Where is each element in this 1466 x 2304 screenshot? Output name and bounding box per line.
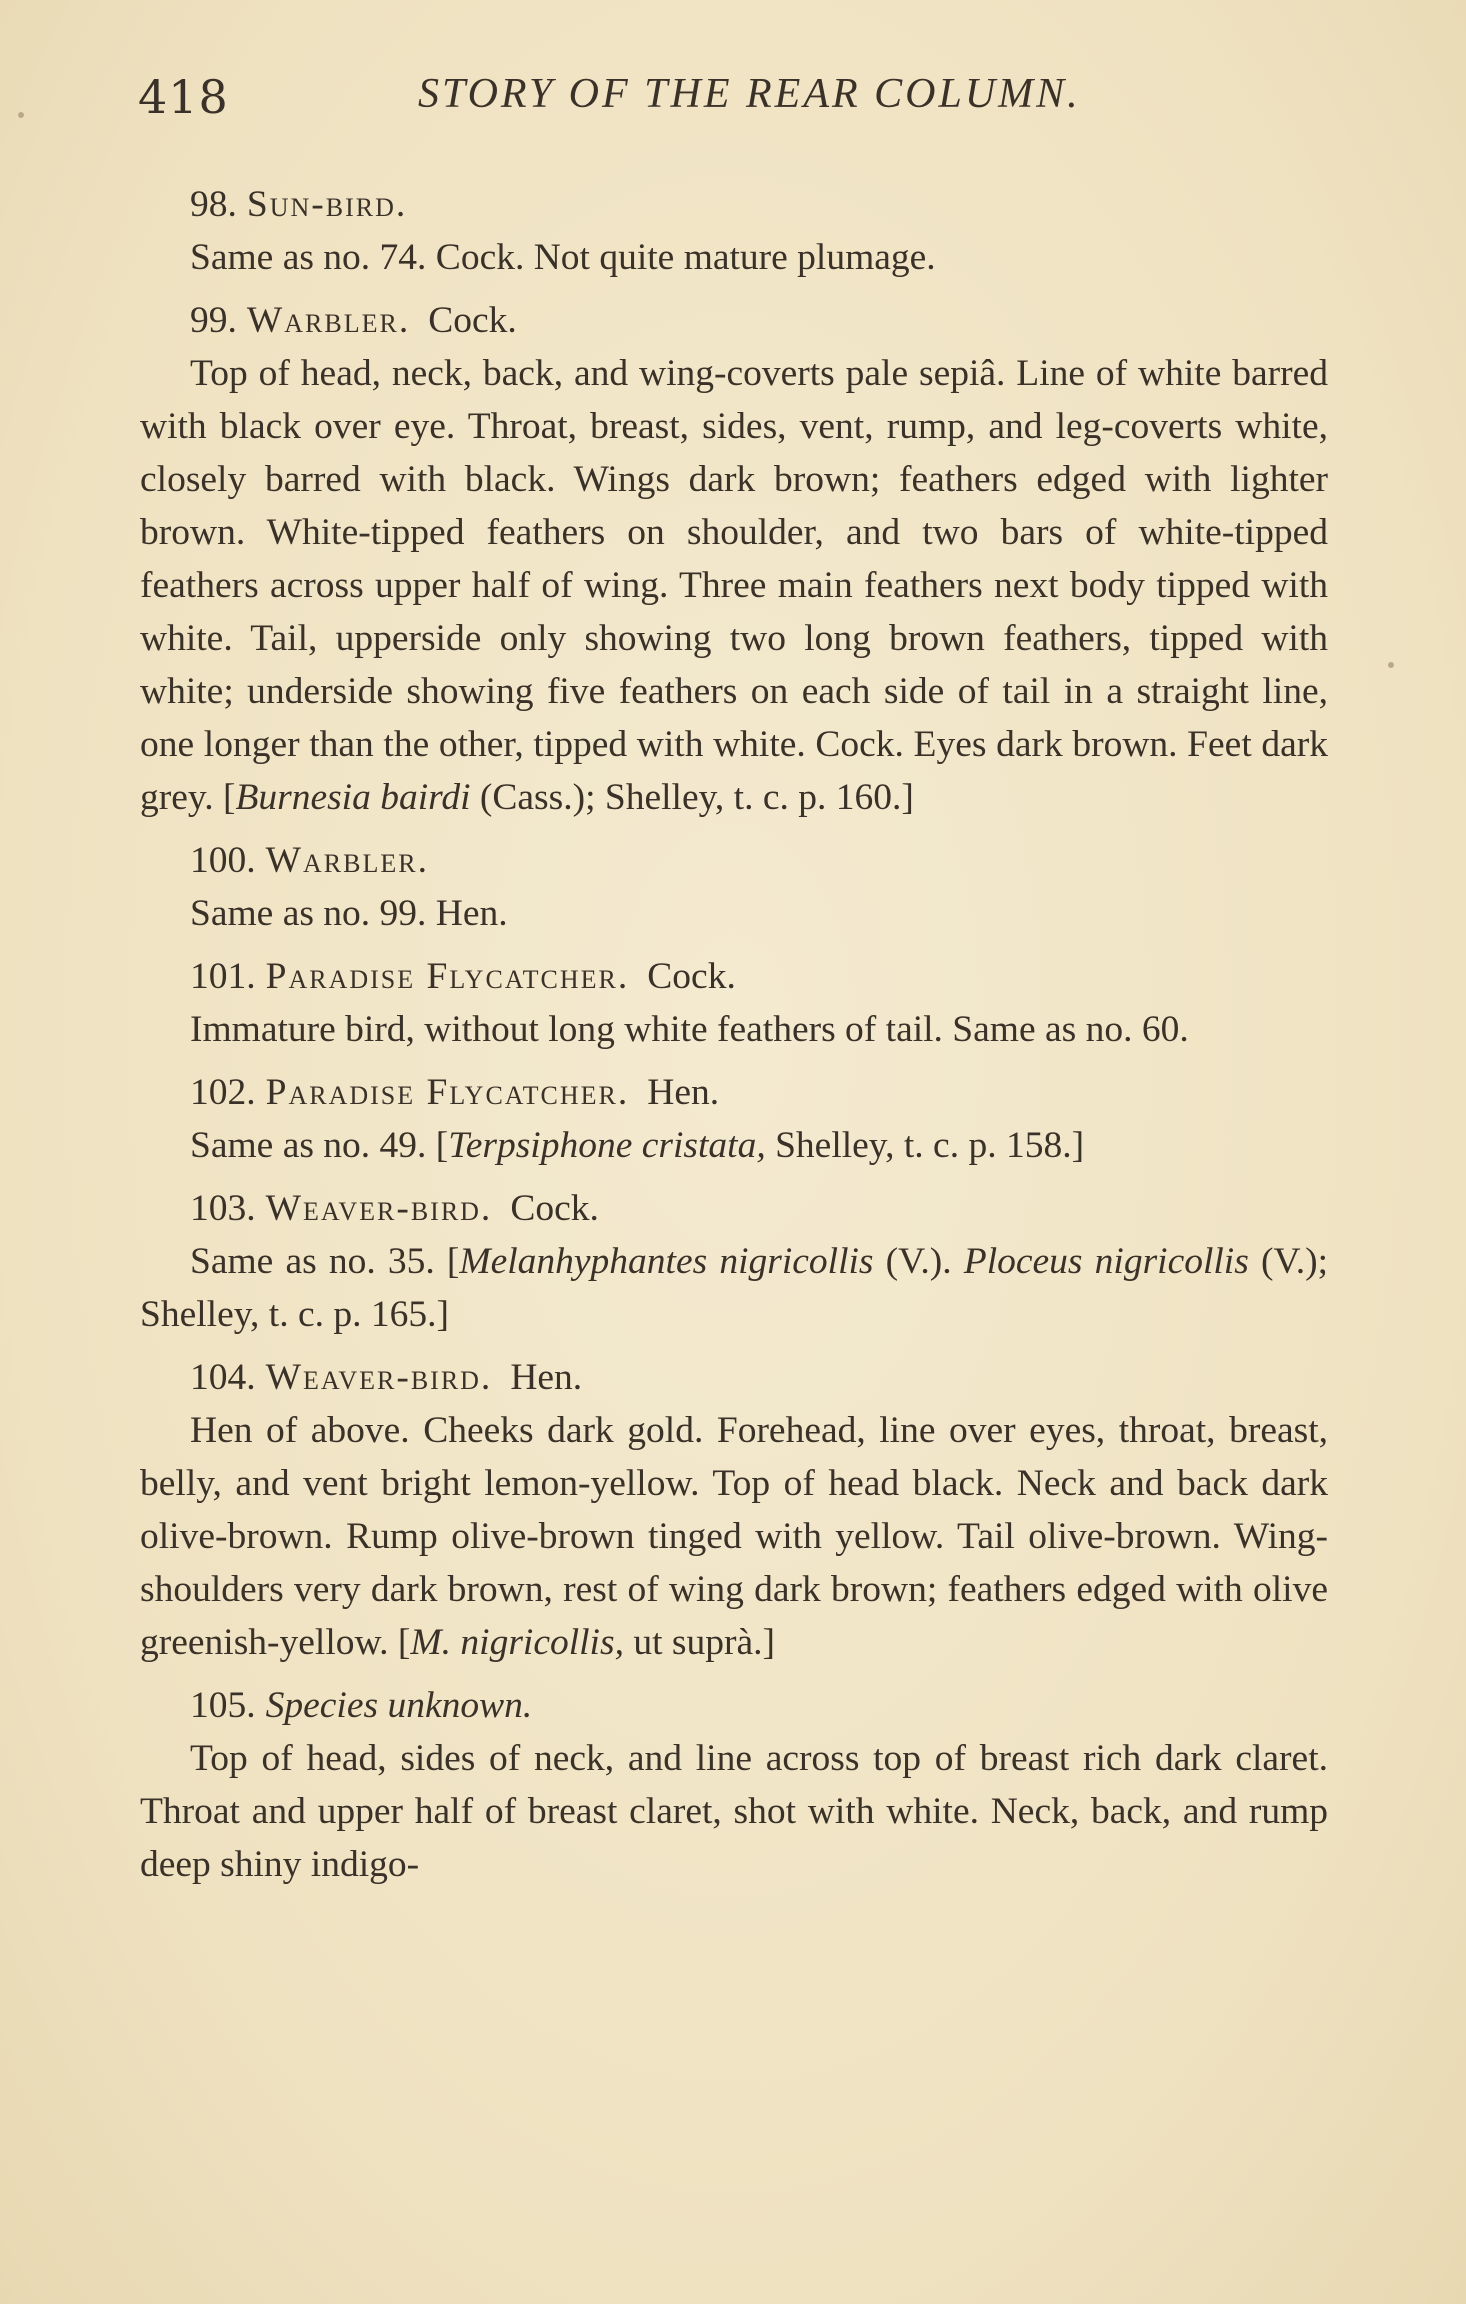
entry-number: 99. [190,300,237,341]
entry-description [140,231,1328,284]
catalogue-entry [140,834,1328,940]
scientific-name: Melanhyphantes nigricollis [459,1241,874,1282]
bird-name: Paradise Flycatcher. [265,1072,630,1113]
scientific-name: Burnesia bairdi [235,777,471,818]
page-speck [1388,662,1394,668]
desc-text: Immature bird, without long white feathers of tail. Same as no. 60. [190,1009,1189,1050]
bird-sex: Cock. [647,956,736,997]
entry-description [140,1235,1328,1341]
catalogue-entry [140,1182,1328,1341]
desc-text: Same as no. 35. [ [190,1241,460,1282]
catalogue-entry [140,1351,1328,1669]
entry-number: 101. [190,956,256,997]
desc-text: Hen of above. Cheeks dark gold. Forehead, line over eyes, throat, breast, belly, and vent bright lemon-yellow. Top of head black. Neck and back dark olive-brown. Rump olive-brown tinged with yellow. Tail olive-brown. Wing-shoulders very dark brown, rest of wing dark brown; feathers edged with olive greenish-yellow. [ [140,1410,1328,1663]
entry-heading [190,1351,1328,1404]
entry-number: 105. [190,1685,256,1726]
bird-name: Warbler. [265,840,429,881]
bird-name: Weaver-bird. [265,1357,493,1398]
scientific-name: M. nigricollis, [410,1622,624,1663]
entry-heading [190,1679,1328,1732]
entry-number: 103. [190,1188,256,1229]
entry-number: 100. [190,840,256,881]
entry-description [140,1732,1328,1891]
desc-text: Same as no. 49. [ [190,1125,449,1166]
bird-sex: Cock. [428,300,517,341]
desc-text: (V.); Shelley, t. c. p. 165.] [140,1241,1328,1335]
entry-heading [190,1182,1328,1235]
bird-sex: Hen. [510,1357,583,1398]
catalogue-entry [140,178,1328,284]
entry-number: 102. [190,1072,256,1113]
page-number: 418 [138,70,229,124]
desc-text: (V.). [873,1241,964,1282]
scientific-name: Terpsiphone cristata, [448,1125,766,1166]
entry-heading [190,834,1328,887]
desc-text: Top of head, sides of neck, and line across top of breast rich dark claret. Throat and upper half of breast claret, shot with white. Neck, back, and rump deep shiny indigo- [140,1738,1328,1885]
entry-heading [190,1066,1328,1119]
entry-description [140,1404,1328,1669]
catalogue-entry [140,1066,1328,1172]
bird-name: Paradise Flycatcher. [265,956,630,997]
entry-heading [190,294,1328,347]
catalogue-entry [140,294,1328,824]
entry-heading [190,178,1328,231]
desc-text: Same as no. 99. Hen. [190,893,508,934]
page-speck [18,112,24,118]
desc-text: (Cass.); Shelley, t. c. p. 160.] [470,777,914,818]
entry-description [140,887,1328,940]
page-body [140,178,1328,1901]
desc-text: Top of head, neck, back, and wing-coverts pale sepiâ. Line of white barred with black over eye. Throat, breast, sides, vent, rump, and leg-coverts white, closely barred with black. Wings dark brown; feathers edged with lighter brown. White-tipped feathers on shoulder, and two bars of white-tipped feathers across upper half of wing. Three main feathers next body tipped with white. Tail, upperside only showing two long brown feathers, tipped with white; underside showing five feathers on each side of tail in a straight line, one longer than the other, tipped with white. Cock. Eyes dark brown. Feet dark grey. [ [140,353,1328,818]
page-header [138,70,1338,130]
entry-number: 98. [190,184,237,225]
scientific-name: Ploceus nigricollis [963,1241,1249,1282]
bird-name: Warbler. [246,300,411,341]
bird-name: Sun-bird. [246,184,408,225]
bird-name: Weaver-bird. [265,1188,493,1229]
bird-sex: Hen. [647,1072,720,1113]
entry-description [140,1119,1328,1172]
desc-text: ut suprà.] [623,1622,775,1663]
entry-number: 104. [190,1357,256,1398]
running-title: STORY OF THE REAR COLUMN. [418,71,1081,117]
entry-description [140,347,1328,824]
catalogue-entry [140,1679,1328,1891]
entry-heading [190,950,1328,1003]
catalogue-entry [140,950,1328,1056]
desc-text: Same as no. 74. Cock. Not quite mature plumage. [190,237,936,278]
desc-text: Shelley, t. c. p. 158.] [765,1125,1085,1166]
entry-description [140,1003,1328,1056]
bird-sex: Cock. [510,1188,599,1229]
bird-name: Species unknown. [265,1685,533,1726]
